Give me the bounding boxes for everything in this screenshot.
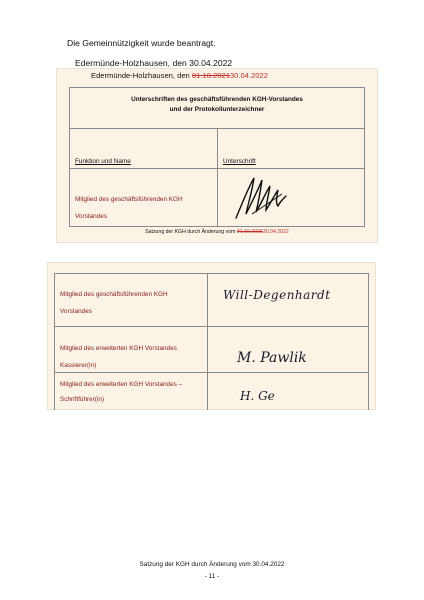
scan-place-date	[91, 71, 268, 80]
function-line-2: Schriftführer(in)	[60, 396, 105, 403]
title-line-1: Unterschriften des geschäftsführenden KGH-Vorstandes	[131, 96, 303, 103]
divider	[55, 372, 368, 373]
divider	[70, 168, 364, 169]
struck-footer-date: 01.10.2021	[236, 229, 263, 235]
signature-handwriting: M. Pawlik	[237, 350, 307, 366]
function-line-2: Kassierer(in)	[60, 362, 97, 369]
function-line-1: Mitglied des erweiterten KGH Vorstandes –	[60, 381, 183, 388]
scanned-signature-page-1	[57, 69, 377, 242]
statute-footer: Satzung der KGH durch Änderung vom 30.04.2022	[139, 561, 285, 568]
signature-handwriting: Will-Degenhardt	[223, 288, 331, 302]
row-function-label	[60, 377, 182, 407]
struck-date: 01.10.2021	[191, 71, 230, 80]
page-number: - 11 -	[204, 573, 220, 580]
column-header-signature: Unterschrift	[223, 158, 256, 165]
scanned-signature-page-2	[48, 263, 375, 409]
inserted-date: 30.04.2022	[229, 71, 268, 80]
function-line-1: Mitglied des geschäftsführenden KGH	[75, 196, 183, 203]
inserted-footer-date: 30.04.2022	[262, 229, 289, 235]
column-divider	[217, 128, 218, 226]
scan-footer	[57, 229, 377, 235]
function-line-1: Mitglied des geschäftsführenden KGH	[60, 291, 168, 298]
scan-footer-prefix: Satzung der KGH durch Änderung vom	[145, 229, 236, 235]
scan-place-prefix: Edermünde-Holzhausen, den	[91, 71, 190, 80]
signature-table	[69, 87, 365, 227]
signature-image	[232, 174, 292, 222]
signature-table-title	[70, 95, 364, 115]
charity-status-line: Die Gemeinnützigkeit wurde beantragt.	[67, 38, 216, 48]
function-line-2: Vorstandes	[60, 308, 92, 315]
table-bottom	[70, 226, 364, 227]
title-line-2: und der Protokollunterzeichner	[169, 106, 265, 113]
function-line-1: Mitglied des erweiterten KGH Vorstandes	[60, 345, 177, 352]
row-function-label	[60, 340, 177, 374]
column-header-function: Funktion und Name	[75, 158, 131, 165]
row-function-label	[75, 191, 183, 225]
place-date-line: Edermünde-Holzhausen, den 30.04.2022	[75, 58, 233, 68]
signature-handwriting: H. Ge	[240, 389, 275, 403]
function-line-2: Vorstandes	[75, 213, 107, 220]
divider	[55, 326, 368, 327]
row-function-label	[60, 286, 168, 320]
column-divider	[207, 274, 208, 410]
signature-table-2	[54, 273, 369, 410]
